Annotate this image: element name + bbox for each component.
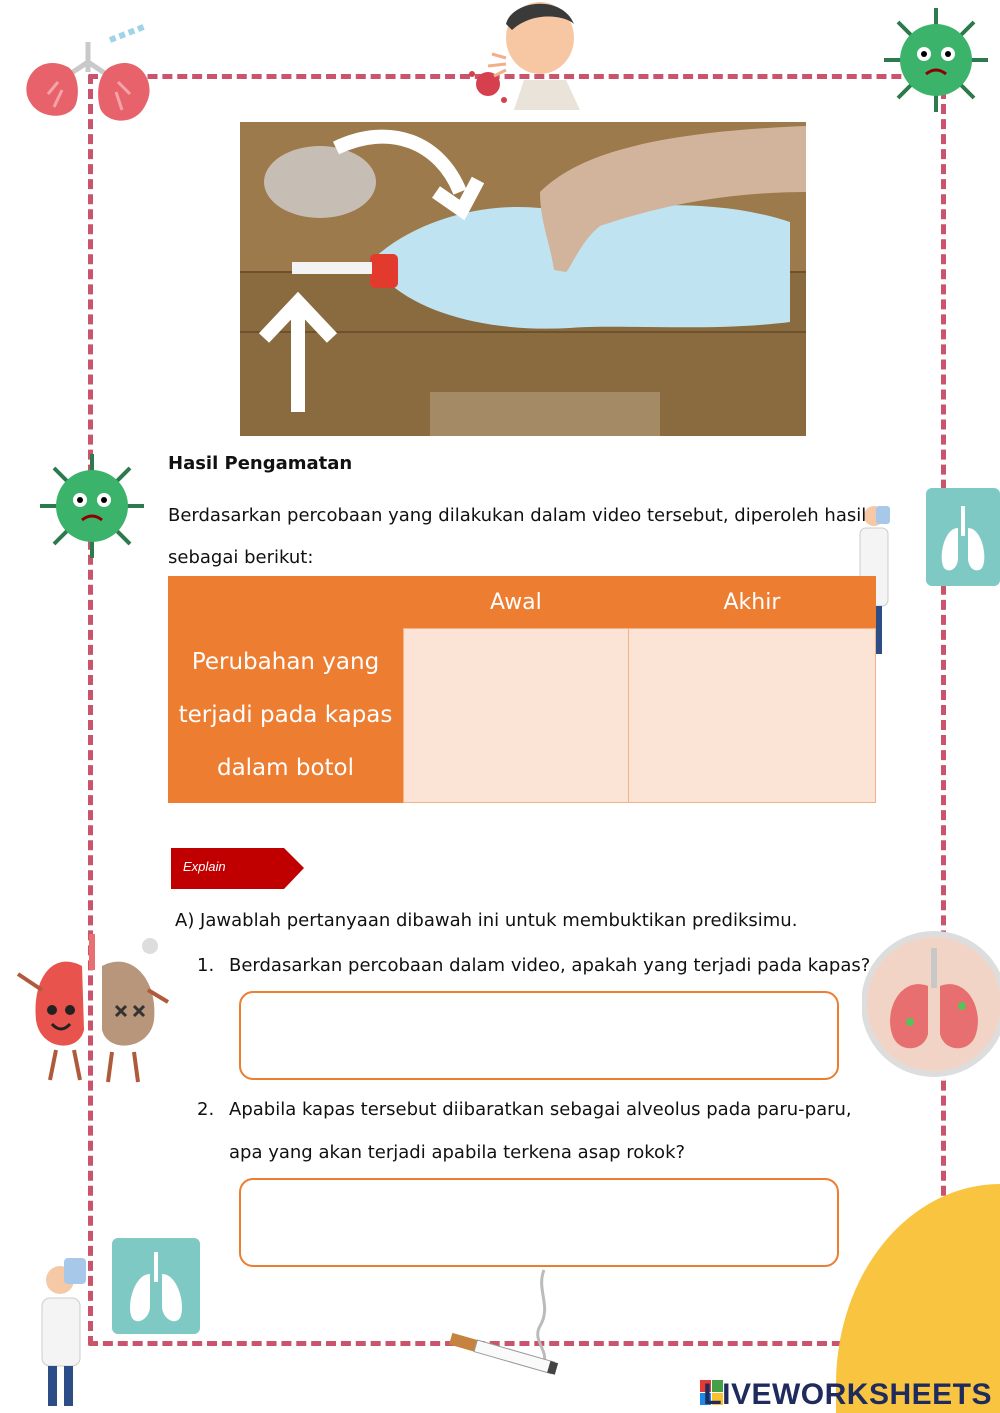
lungs-xray-icon [112,1238,200,1334]
question-intro: A) Jawablah pertanyaan dibawah ini untuk membuktikan prediksimu. [175,910,798,931]
answer-box-1[interactable] [239,991,839,1080]
column-header-akhir: Akhir [628,576,875,629]
cartoon-lungs-icon [12,930,172,1090]
row-label: Perubahan yang terjadi pada kapas dalam botol [168,629,404,803]
question-1-text: Berdasarkan percobaan dalam video, apakah yang terjadi pada kapas? [229,955,871,976]
virus-icon [36,450,148,562]
lungs-icon [18,12,158,152]
explain-tag [171,848,304,889]
question-number: 1. [197,955,215,976]
explain-label: Explain [183,859,226,874]
coughing-person-icon [462,0,592,110]
intro-paragraph: Berdasarkan percobaan yang dilakukan dalam video tersebut, diperoleh hasil sebagai berikut: [168,505,867,568]
cigarette-icon [444,1266,568,1386]
doctor-icon [20,1244,100,1410]
section-heading: Hasil Pengamatan [168,453,353,474]
column-header-awal: Awal [404,576,629,629]
lungs-xray-icon [926,488,1000,586]
question-2-text: Apabila kapas tersebut diibaratkan sebagai alveolus pada paru-paru, apa yang akan terjadi apabila terkena asap rokok? [229,1099,852,1163]
virus-icon [880,4,992,116]
experiment-photo [240,122,806,436]
table-corner [168,576,404,629]
observation-table [168,576,876,803]
liveworksheets-brand[interactable]: LIVEWORKSHEETS [703,1378,992,1411]
question-number: 2. [197,1099,215,1120]
answer-box-2[interactable] [239,1178,839,1267]
answer-cell-awal[interactable] [404,629,629,803]
answer-cell-akhir[interactable] [628,629,875,803]
